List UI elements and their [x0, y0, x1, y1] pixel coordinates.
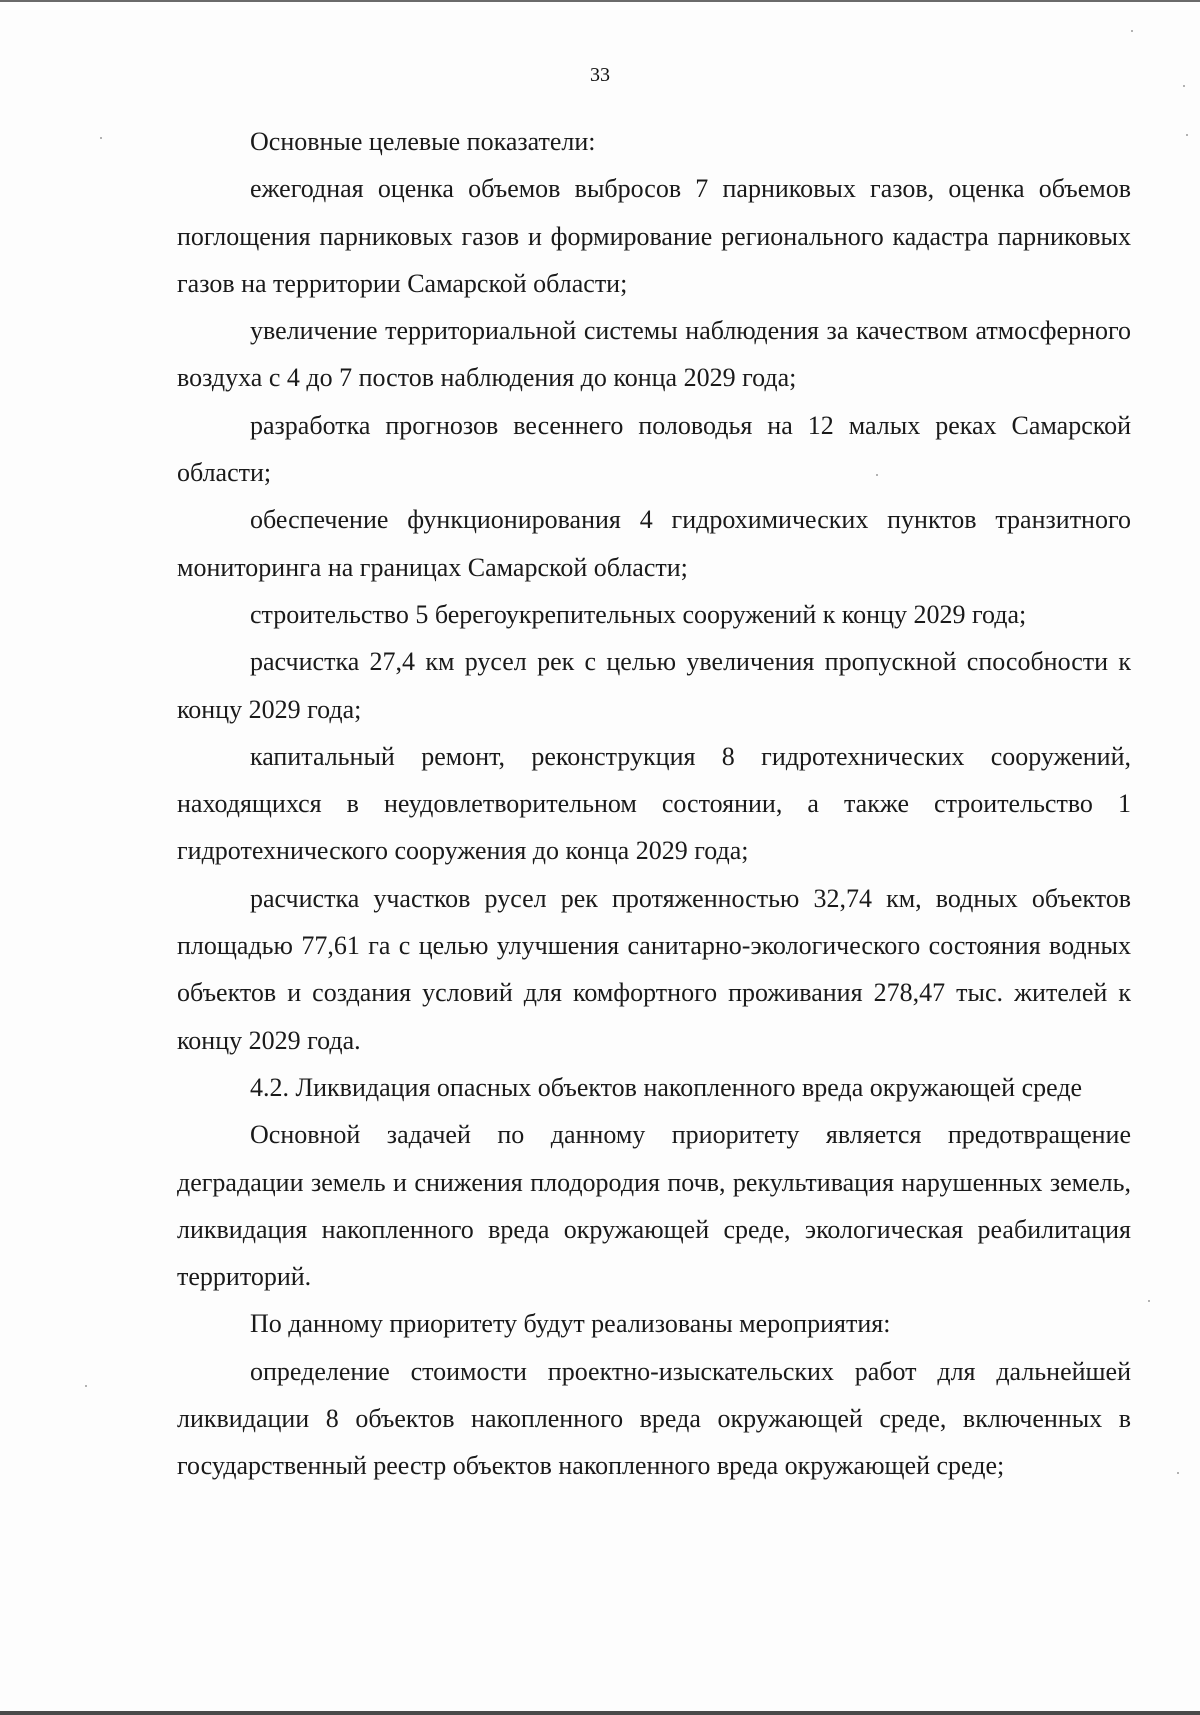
scan-speck [876, 474, 878, 476]
scan-bottom-edge [0, 1711, 1200, 1715]
scan-speck [1183, 85, 1185, 87]
paragraph-hydrochemical-points: обеспечение функционирования 4 гидрохимических пунктов транзитного мониторинга на границах Самарской области; [177, 505, 1131, 582]
scan-speck [1177, 1472, 1179, 1474]
document-body [177, 118, 1131, 1490]
paragraph-main-task: Основной задачей по данному приоритету является предотвращение деградации земель и снижения плодородия почв, рекультивация нарушенных земель, ликвидация накопленного вреда окружающей среде, экологическая реабилитация территорий. [177, 1120, 1131, 1292]
scan-speck [100, 137, 102, 139]
paragraph-measures-intro: По данному приоритету будут реализованы мероприятия: [250, 1309, 891, 1339]
section-heading-4-2: 4.2. Ликвидация опасных объектов накопленного вреда окружающей среде [250, 1072, 1083, 1102]
scan-speck [1131, 30, 1133, 32]
scan-top-edge [0, 0, 1200, 2]
scan-speck [1186, 134, 1188, 136]
scan-speck [85, 1385, 87, 1387]
paragraph-riverbed-clearing: расчистка 27,4 км русел рек с целью увеличения пропускной способности к концу 2029 года; [177, 647, 1131, 724]
page-number: 33 [590, 64, 610, 86]
paragraph-greenhouse-gas: ежегодная оценка объемов выбросов 7 парниковых газов, оценка объемов поглощения парниковых газов и формирование регионального кадастра парниковых газов на территории Самарской области; [177, 174, 1131, 298]
paragraph-cost-estimation: определение стоимости проектно-изыскательских работ для дальнейшей ликвидации 8 объектов накопленного вреда окружающей среде, включенных в государственный реестр объектов накопленного вреда окружающей среде; [177, 1356, 1131, 1481]
scan-speck [1148, 1300, 1150, 1302]
paragraph-targets-heading: Основные целевые показатели: [250, 127, 596, 156]
paragraph-flood-forecast: разработка прогнозов весеннего половодья на 12 малых реках Самарской области; [177, 410, 1131, 488]
paragraph-bank-protection: строительство 5 берегоукрепительных сооружений к концу 2029 года; [250, 599, 1027, 629]
paragraph-hydraulic-structures: капитальный ремонт, реконструкция 8 гидротехнических сооружений, находящихся в неудовлетворительном состоянии, а также строительство 1 гидротехнического сооружения до конца 2029 года; [177, 741, 1131, 866]
paragraph-water-bodies: расчистка участков русел рек протяженностью 32,74 км, водных объектов площадью 77,61 га с целью улучшения санитарно-экологического состояния водных объектов и создания условий для комфортного проживания 278,47 тыс. жителей к концу 2029 года. [177, 883, 1131, 1055]
paragraph-air-monitoring: увеличение территориальной системы наблюдения за качеством атмосферного воздуха с 4 до 7 постов наблюдения до конца 2029 года; [177, 316, 1131, 393]
